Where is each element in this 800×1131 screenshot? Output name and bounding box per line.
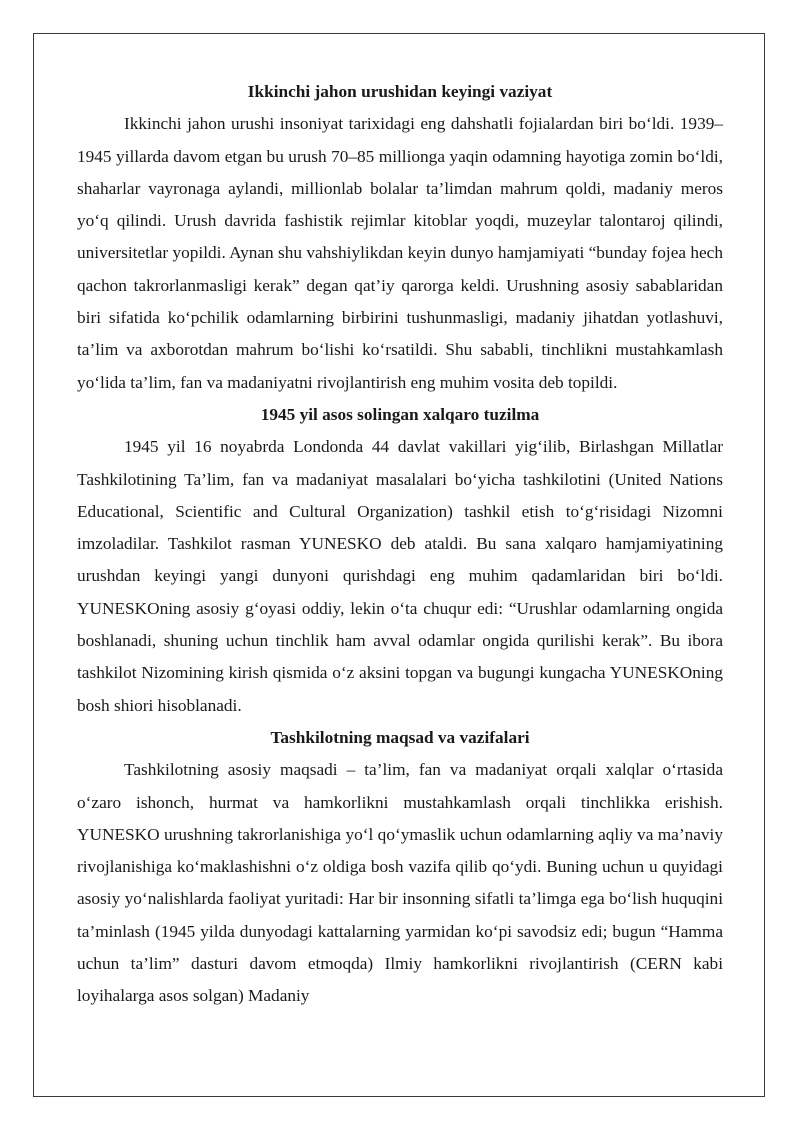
- paragraph-founding: 1945 yil 16 noyabrda Londonda 44 davlat vakillari yig‘ilib, Birlashgan Millatlar Tashkilotining Ta’lim, fan va madaniyat masalalari bo‘yicha tashkilotini (United Nations Educational, Scientific and Cultural Organization) tashkil etish to‘g‘risidagi Nizomni imzoladilar. Tashkilot rasman YUNESKO deb ataldi. Bu sana xalqaro hamjamiyatining urushdan keyingi yangi dunyoni qurishdagi eng muhim qadamlaridan biri bo‘ldi. YUNESKOning asosiy g‘oyasi oddiy, lekin o‘ta chuqur edi: “Urushlar odamlarning ongida boshlanadi, shuning uchun tinchlik ham avval odamlar ongida qurilishi kerak”. Bu ibora tashkilot Nizomining kirish qismida o‘z aksini topgan va bugungi kungacha YUNESKOning bosh shiori hisoblanadi.: [77, 437, 723, 715]
- section-heading-founding: 1945 yil asos solingan xalqaro tuzilma: [260, 404, 540, 424]
- paragraph-postwar: Ikkinchi jahon urushi insoniyat tarixidagi eng dahshatli fojialardan biri bo‘ldi. 1939–1945 yillarda davom etgan bu urush 70–85 millionga yaqin odamning hayotiga zomin bo‘ldi, shaharlar vayronaga aylandi, millionlab bolalar ta’limdan mahrum qoldi, madaniy meros yo‘q qilindi. Urush davrida fashistik rejimlar kitoblar yoqdi, muzeylar talontaroj qilindi, universitetlar yopildi. Aynan shu vahshiylikdan keyin dunyo hamjamiyati “bunday fojea hech qachon takrorlanmasligi kerak” degan qat’iy qarorga keldi. Urushning asosiy sabablaridan biri sifatida ko‘pchilik odamlarning birbirini tushunmasligi, madaniy jihatdan yotlashuvi, ta’lim va axborotdan mahrum bo‘lishi ko‘rsatildi. Shu sababli, tinchlikni mustahkamlash yo‘lida ta’lim, fan va madaniyatni rivojlantirish eng muhim vosita deb topildi.: [77, 114, 723, 392]
- document-body: [77, 76, 723, 1013]
- section-heading-goals: Tashkilotning maqsad va vazifalari: [270, 727, 530, 747]
- paragraph-goals: Tashkilotning asosiy maqsadi – ta’lim, fan va madaniyat orqali xalqlar o‘rtasida o‘zaro ishonch, hurmat va hamkorlikni mustahkamlash orqali tinchlikka erishish. YUNESKO urushning takrorlanishiga yo‘l qo‘ymaslik uchun odamlarning aqliy va ma’naviy rivojlanishiga ko‘maklashishni o‘z oldiga bosh vazifa qilib qo‘ydi. Buning uchun u quyidagi asosiy yo‘nalishlarda faoliyat yuritadi: Har bir insonning sifatli ta’limga ega bo‘lish huquqini ta’minlash (1945 yilda dunyodagi kattalarning yarmidan ko‘pi savodsiz edi; bugun “Hamma uchun ta’lim” dasturi davom etmoqda) Ilmiy hamkorlikni rivojlantirish (CERN kabi loyihalarga asos solgan) Madaniy: [77, 760, 723, 1006]
- section-heading-postwar: Ikkinchi jahon urushidan keyingi vaziyat: [247, 82, 553, 101]
